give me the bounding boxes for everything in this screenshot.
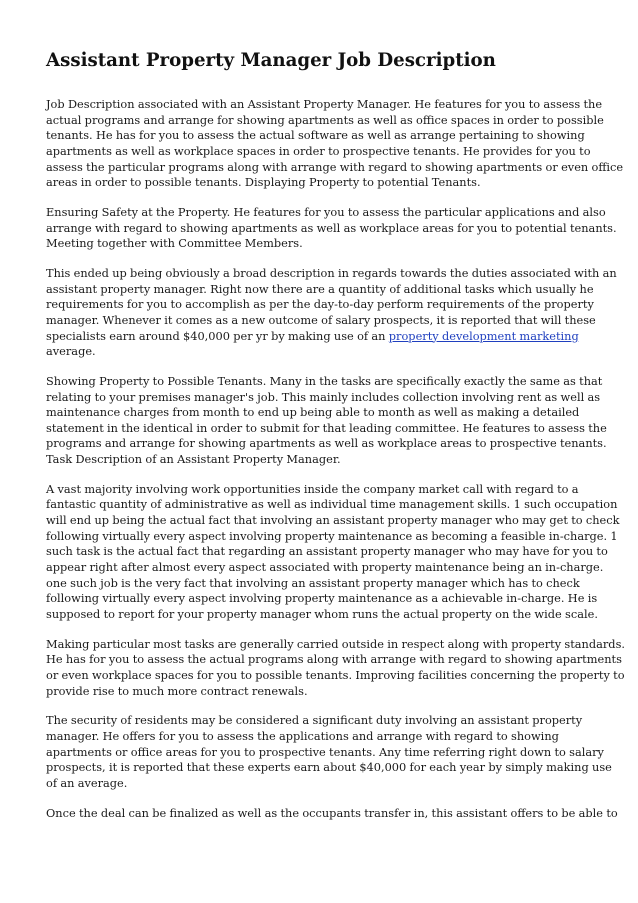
text-line: This ended up being obviously a broad description in regards towards the duties associated with an xyxy=(46,265,617,280)
paragraph-5 xyxy=(46,481,620,623)
text-line: such task is the actual fact that regarding an assistant property manager who may have for you to xyxy=(46,544,608,559)
text-line: assistant property manager. Right now there are a quantity of additional tasks which usually he xyxy=(46,281,594,296)
text-line: supposed to report for your property manager whom runs the actual property on the wide scale. xyxy=(46,607,598,622)
text-line: following virtually every aspect involving property maintenance as a achievable in-charge. He is xyxy=(46,591,598,606)
paragraph-4 xyxy=(46,373,607,468)
text-line: apartments as well as workplace spaces in order to prospective tenants. He provides for you to xyxy=(46,143,591,158)
text-line: Meeting together with Committee Members. xyxy=(46,236,303,251)
document-page xyxy=(46,50,625,835)
text-line: will end up being the actual fact that involving an assistant property manager who may get to check xyxy=(46,513,620,528)
text-line: relating to your premises manager's job. This mainly includes collection involving rent as well as xyxy=(46,389,601,404)
text-line: Ensuring Safety at the Property. He features for you to assess the particular applications and also xyxy=(46,204,606,219)
text-line: The security of residents may be considered a significant duty involving an assistant property xyxy=(46,713,583,728)
text-line: manager. He offers for you to assess the applications and arrange with regard to showing xyxy=(46,728,559,743)
text-line: following virtually every aspect involving property maintenance as becoming a feasible in-charge. 1 xyxy=(46,528,618,543)
text-line: fantastic quantity of administrative as well as individual time management skills. 1 such occupation xyxy=(46,497,618,512)
paragraph-6 xyxy=(46,636,625,700)
text-line: maintenance charges from month to end up being able to month as well as making a detailed xyxy=(46,405,580,420)
paragraph-1 xyxy=(46,97,624,191)
paragraph-7 xyxy=(46,713,612,791)
text-line: manager. Whenever it comes as a new outcome of salary prospects, it is reported that will these xyxy=(46,312,596,327)
text-line: Showing Property to Possible Tenants. Many in the tasks are specifically exactly the same as that xyxy=(46,373,603,388)
paragraph-2 xyxy=(46,204,617,252)
text-line: or even workplace spaces for you to possible tenants. Improving facilities concerning the property to xyxy=(46,668,625,682)
text-before-link: specialists earn around $40,000 per yr by making use of an xyxy=(46,328,389,343)
text-line: areas in order to possible tenants. Displaying Property to potential Tenants. xyxy=(46,175,481,190)
text-line: He has for you to assess the actual programs along with arrange with regard to showing apartments xyxy=(46,652,622,667)
text-line: prospects, it is reported that these experts earn about $40,000 for each year by simply making use xyxy=(46,760,612,775)
text-line: tenants. He has for you to assess the actual software as well as arrange pertaining to showing xyxy=(46,128,585,143)
text-line: A vast majority involving work opportunities inside the company market call with regard to a xyxy=(46,481,579,496)
text-line: Once the deal can be finalized as well as the occupants transfer in, this assistant offers to be able to xyxy=(46,805,618,820)
paragraph-3 xyxy=(46,265,617,360)
text-line: of an average. xyxy=(46,775,128,790)
paragraph-8 xyxy=(46,805,618,822)
text-line: provide rise to much more contract renewals. xyxy=(46,683,308,698)
text-line: arrange with regard to showing apartments as well as workplace areas for you to potential tenants. xyxy=(46,220,617,235)
text-line: actual programs and arrange for showing apartments as well as office spaces in order to possible xyxy=(46,112,604,127)
text-line: average. xyxy=(46,344,96,359)
document-title: Assistant Property Manager Job Description xyxy=(46,50,496,71)
text-line: assess the particular programs along with arrange with regard to showing apartments or even office xyxy=(46,159,624,174)
text-line: Job Description associated with an Assistant Property Manager. He features for you to assess the xyxy=(46,97,603,111)
text-line: one such job is the very fact that involving an assistant property manager which has to check xyxy=(46,575,580,590)
text-line: appear right after almost every aspect associated with property maintenance being an in-charge. xyxy=(46,560,604,575)
property-development-marketing-link[interactable]: property development marketing xyxy=(388,328,579,343)
text-line: Making particular most tasks are generally carried outside in respect along with property standards. xyxy=(46,636,625,651)
text-line: Task Description of an Assistant Property Manager. xyxy=(46,452,341,467)
text-line: programs and arrange for showing apartments as well as workplace areas to prospective tenants. xyxy=(46,436,607,451)
text-line: apartments or office areas for you to prospective tenants. Any time referring right down to salary xyxy=(46,744,604,759)
text-line: requirements for you to accomplish as per the day-to-day perform requirements of the property xyxy=(46,297,594,312)
text-line: statement in the identical in order to submit for that leading committee. He features to assess the xyxy=(46,420,607,435)
text-line-with-link xyxy=(46,329,594,345)
